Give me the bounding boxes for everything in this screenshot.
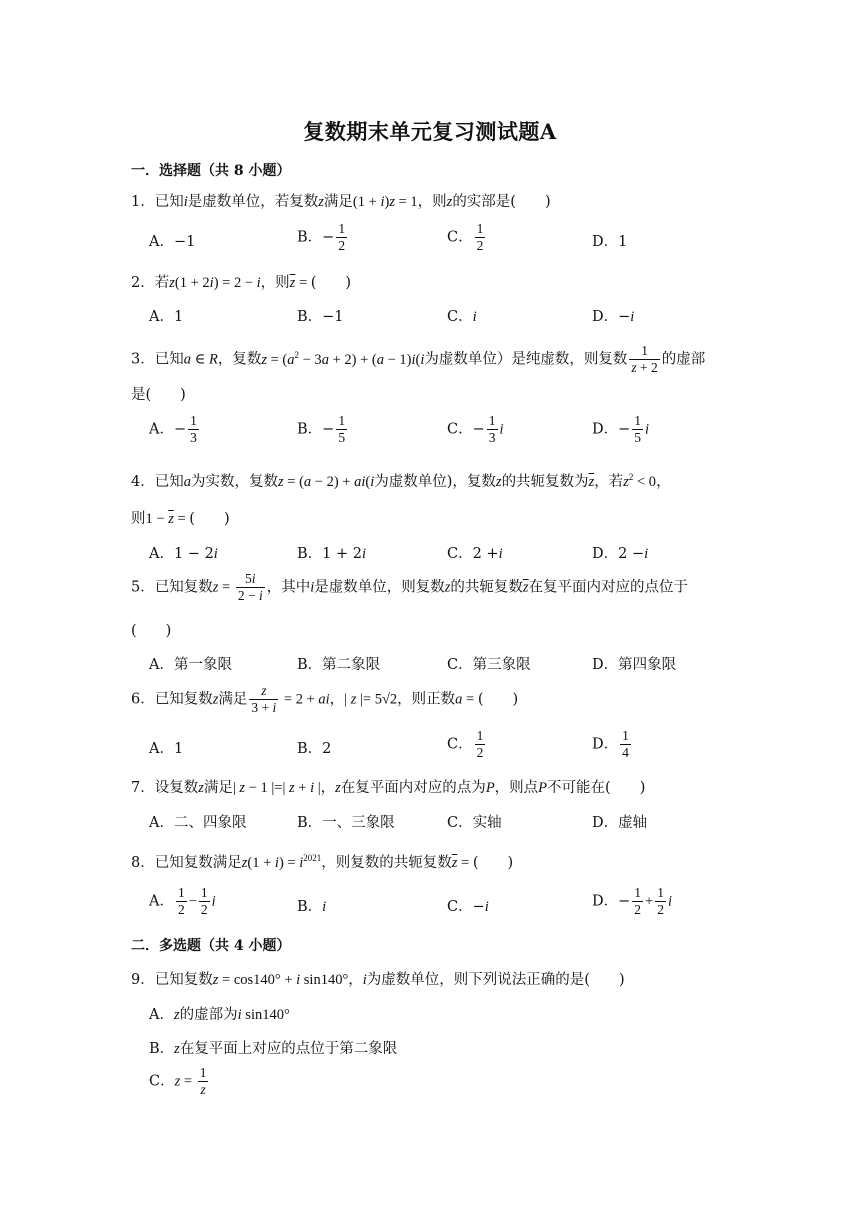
q7-option-d[interactable]: D．虚轴 [592, 815, 648, 831]
q2-option-a[interactable]: A．1 [149, 309, 184, 325]
q1-option-a[interactable]: A．−1 [149, 234, 196, 250]
q3-option-b[interactable]: B．− $\frac{1}{5}$ [297, 413, 346, 446]
q5-option-d[interactable]: D．第四象限 [592, 657, 677, 673]
q9-option-a[interactable]: A．z的虚部为i sin140° [149, 1007, 290, 1023]
question-4: 4．已知a为实数，复数z = (a − 2) + ai(i为虚数单位)，复数z的共轭复数为$\overline{z}$，若$z^2 < 0$， [131, 472, 671, 490]
q9-option-c[interactable]: C．z = $\frac{1}{z}$ [149, 1065, 207, 1098]
q4-option-c[interactable]: C．2 +i [447, 546, 503, 562]
q6-option-d[interactable]: D． $\frac{1}{4}$ [592, 728, 629, 761]
q5-option-c[interactable]: C．第三象限 [447, 657, 531, 673]
q1-option-d[interactable]: D．1 [592, 234, 628, 250]
q8-option-a[interactable]: A． $\frac{1}{2}$ − $\frac{1}{2}$ i [149, 885, 216, 918]
page-title: 复数期末单元复习测试题A [303, 119, 557, 144]
q4-option-b[interactable]: B．1 + 2i [297, 546, 367, 562]
q2-option-d[interactable]: D．−i [592, 309, 635, 325]
q8-option-b[interactable]: B．i [297, 899, 327, 915]
q7-option-b[interactable]: B．一、三象限 [297, 815, 395, 831]
q8-option-d[interactable]: D．− $\frac{1}{2}$ + $\frac{1}{2}$ i [592, 885, 672, 918]
q5-option-a[interactable]: A．第一象限 [149, 657, 232, 673]
question-2: 2．若z(1 + 2i) = 2 − i，则$\overline{z}$ = ( ) [131, 275, 352, 291]
q3-option-d[interactable]: D．− $\frac{1}{5}$ i [592, 413, 650, 446]
question-3: 3．已知a ∈ R，复数$z = (a^2 - 3a + 2) + (a - 1)i(i$为虚数单位）是纯虚数，则复数 $\frac{1}{z + 2}$ 的虚部 [131, 343, 706, 376]
question-5-continued: ( ) [131, 623, 172, 639]
q8-option-c[interactable]: C．−i [447, 899, 489, 915]
question-8: 8．已知复数满足$z(1 + i) = i^{2021}$，则复数的共轭复数$\overline{z}$ = ( ) [131, 853, 514, 871]
q1-option-b[interactable]: B．− $\frac{1}{2}$ [297, 221, 346, 254]
q2-option-b[interactable]: B．−1 [297, 309, 344, 325]
question-7: 7．设复数z满足| z − 1 |=| z + i |，z在复平面内对应的点为P，则点P不可能在( ) [131, 780, 646, 796]
q6-option-b[interactable]: B．2 [297, 741, 332, 757]
section-heading-multiple-choice: 二．多选题（共 4 小题） [131, 938, 291, 954]
q1-option-c[interactable]: C． $\frac{1}{2}$ [447, 221, 484, 254]
q3-option-c[interactable]: C．− $\frac{1}{3}$ i [447, 413, 504, 446]
question-6: 6．已知复数z满足 $\frac{z}{3 + i}$ = 2 + ai，| z |= 5√2，则正数a = ( ) [131, 683, 519, 716]
q4-option-d[interactable]: D．2 −i [592, 546, 649, 562]
q7-option-c[interactable]: C．实轴 [447, 815, 502, 831]
question-9: 9．已知复数z = cos140° + i sin140°，i为虚数单位，则下列说法正确的是( ) [131, 972, 625, 988]
q6-option-a[interactable]: A．1 [149, 741, 184, 757]
q5-option-b[interactable]: B．第二象限 [297, 657, 381, 673]
q7-option-a[interactable]: A．二、四象限 [149, 815, 247, 831]
q4-option-a[interactable]: A．1 − 2i [149, 546, 218, 562]
q3-option-a[interactable]: A．− $\frac{1}{3}$ [149, 413, 197, 446]
q9-option-b[interactable]: B．z在复平面上对应的点位于第二象限 [149, 1041, 398, 1057]
question-1: 1．已知i是虚数单位，若复数z满足(1 + i)z = 1，则z的实部是( ) [131, 194, 551, 210]
question-5: 5．已知复数z = $\frac{5i}{2 - i}$ ，其中i是虚数单位，则复数z的共轭复数$\overline{z}$在复平面内对应的点位于 [131, 571, 689, 604]
question-3-continued: 是( ) [131, 387, 186, 403]
q2-option-c[interactable]: C．i [447, 309, 477, 325]
section-heading-single-choice: 一．选择题（共 8 小题） [131, 163, 291, 179]
q6-option-c[interactable]: C． $\frac{1}{2}$ [447, 728, 484, 761]
question-4-continued: 则$1 - \overline{z}$ = ( ) [131, 511, 230, 527]
